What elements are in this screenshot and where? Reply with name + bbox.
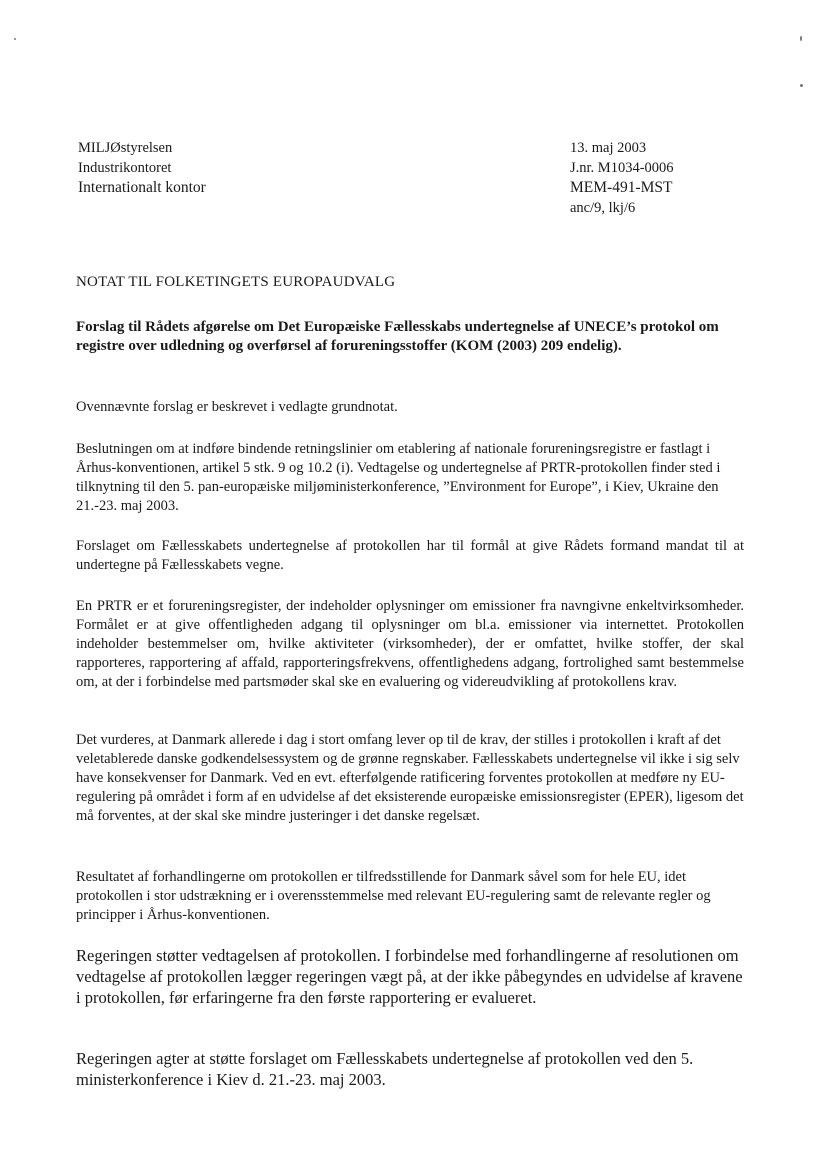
scan-speck xyxy=(14,38,16,40)
sender-agency: MILJØstyrelsen xyxy=(78,140,173,156)
paragraph-purpose: Forslaget om Fællesskabets undertegnelse af protokollen har til formål at give Rådets formand mandat til at undertegne på Fællesskabets vegne. xyxy=(76,538,744,573)
sender-block xyxy=(78,138,206,198)
sender-department: Internationalt kontor xyxy=(78,179,206,196)
reference-code: MEM-491-MST xyxy=(570,179,673,196)
scan-speck xyxy=(800,36,802,41)
document-subject: Forslag til Rådets afgørelse om Det Europæiske Fællesskabs undertegnelse af UNECE’s protokol om registre over udledning og overførsel af forureningsstoffer (KOM (2003) 209 endelig). xyxy=(76,319,719,354)
reference-block xyxy=(570,138,674,218)
paragraph-assessment: Det vurderes, at Danmark allerede i dag i stort omfang lever op til de krav, der stilles i protokollen i kraft af det veletablerede danske godkendelsessystem og de grønne regnskaber. Fællesskabets undertegnelse vil ikke i sig selv have konsekvenser for Danmark. Ved en evt. efterfølgende ratificering forventes protokollen at medføre ny EU-regulering på området i form af en udvidelse af det eksisterende europæiske emissionsregister (EPER), ligesom det må forventes, at der skal ske mindre justeringer i det danske regelsæt. xyxy=(76,732,744,824)
paragraph-intro: Ovennævnte forslag er beskrevet i vedlagte grundnotat. xyxy=(76,399,398,415)
paragraph-government-position: Regeringen støtter vedtagelsen af protokollen. I forbindelse med forhandlingerne af resolutionen om vedtagelse af protokollen lægger regeringen vægt på, at der ikke påbegyndes en udvidelse af kravene i protokollen, før erfaringerne fra den første rapportering er evalueret. xyxy=(76,946,743,1007)
paragraph-prtr-description: En PRTR er et forureningsregister, der indeholder oplysninger om emissioner fra navngivne enkeltvirksomheder. Formålet er at give offentligheden adgang til oplysninger om bl.a. emissioner via internettet. Protokollen indeholder bestemmelser om, hvilke aktiviteter (virksomheder), der er omfattet, hvilke stoffer, der skal rapporteres, rapportering af affald, rapporteringsfrekvens, offentlighedens adgang, fortrolighed samt bestemmelse om, at der i forbindelse med partsmøder skal ske en evaluering og videreudvikling af protokollens krav. xyxy=(76,598,744,690)
scan-speck xyxy=(800,84,803,87)
journal-number: J.nr. M1034-0006 xyxy=(570,160,674,176)
document-heading: NOTAT TIL FOLKETINGETS EUROPAUDVALG xyxy=(76,274,396,290)
sender-office: Industrikontoret xyxy=(78,160,172,176)
initials-code: anc/9, lkj/6 xyxy=(570,200,636,216)
paragraph-result: Resultatet af forhandlingerne om protokollen er tilfredsstillende for Danmark såvel som for hele EU, idet protokollen i stor udstrækning er i overensstemmelse med relevant EU-regulering samt de relevante regler og principper i Århus-konventionen. xyxy=(76,869,711,923)
paragraph-background: Beslutningen om at indføre bindende retningslinier om etablering af nationale forureningsregistre er fastlagt i Århus-konventionen, artikel 5 stk. 9 og 10.2 (i). Vedtagelse og undertegnelse af PRTR-protokollen finder sted i tilknytning til den 5. pan-europæiske miljøministerkonference, ”Environment for Europe”, i Kiev, Ukraine den 21.-23. maj 2003. xyxy=(76,441,721,514)
document-date: 13. maj 2003 xyxy=(570,140,647,156)
paragraph-government-intent: Regeringen agter at støtte forslaget om Fællesskabets undertegnelse af protokollen ved den 5. ministerkonference i Kiev d. 21.-23. maj 2003. xyxy=(76,1049,694,1089)
